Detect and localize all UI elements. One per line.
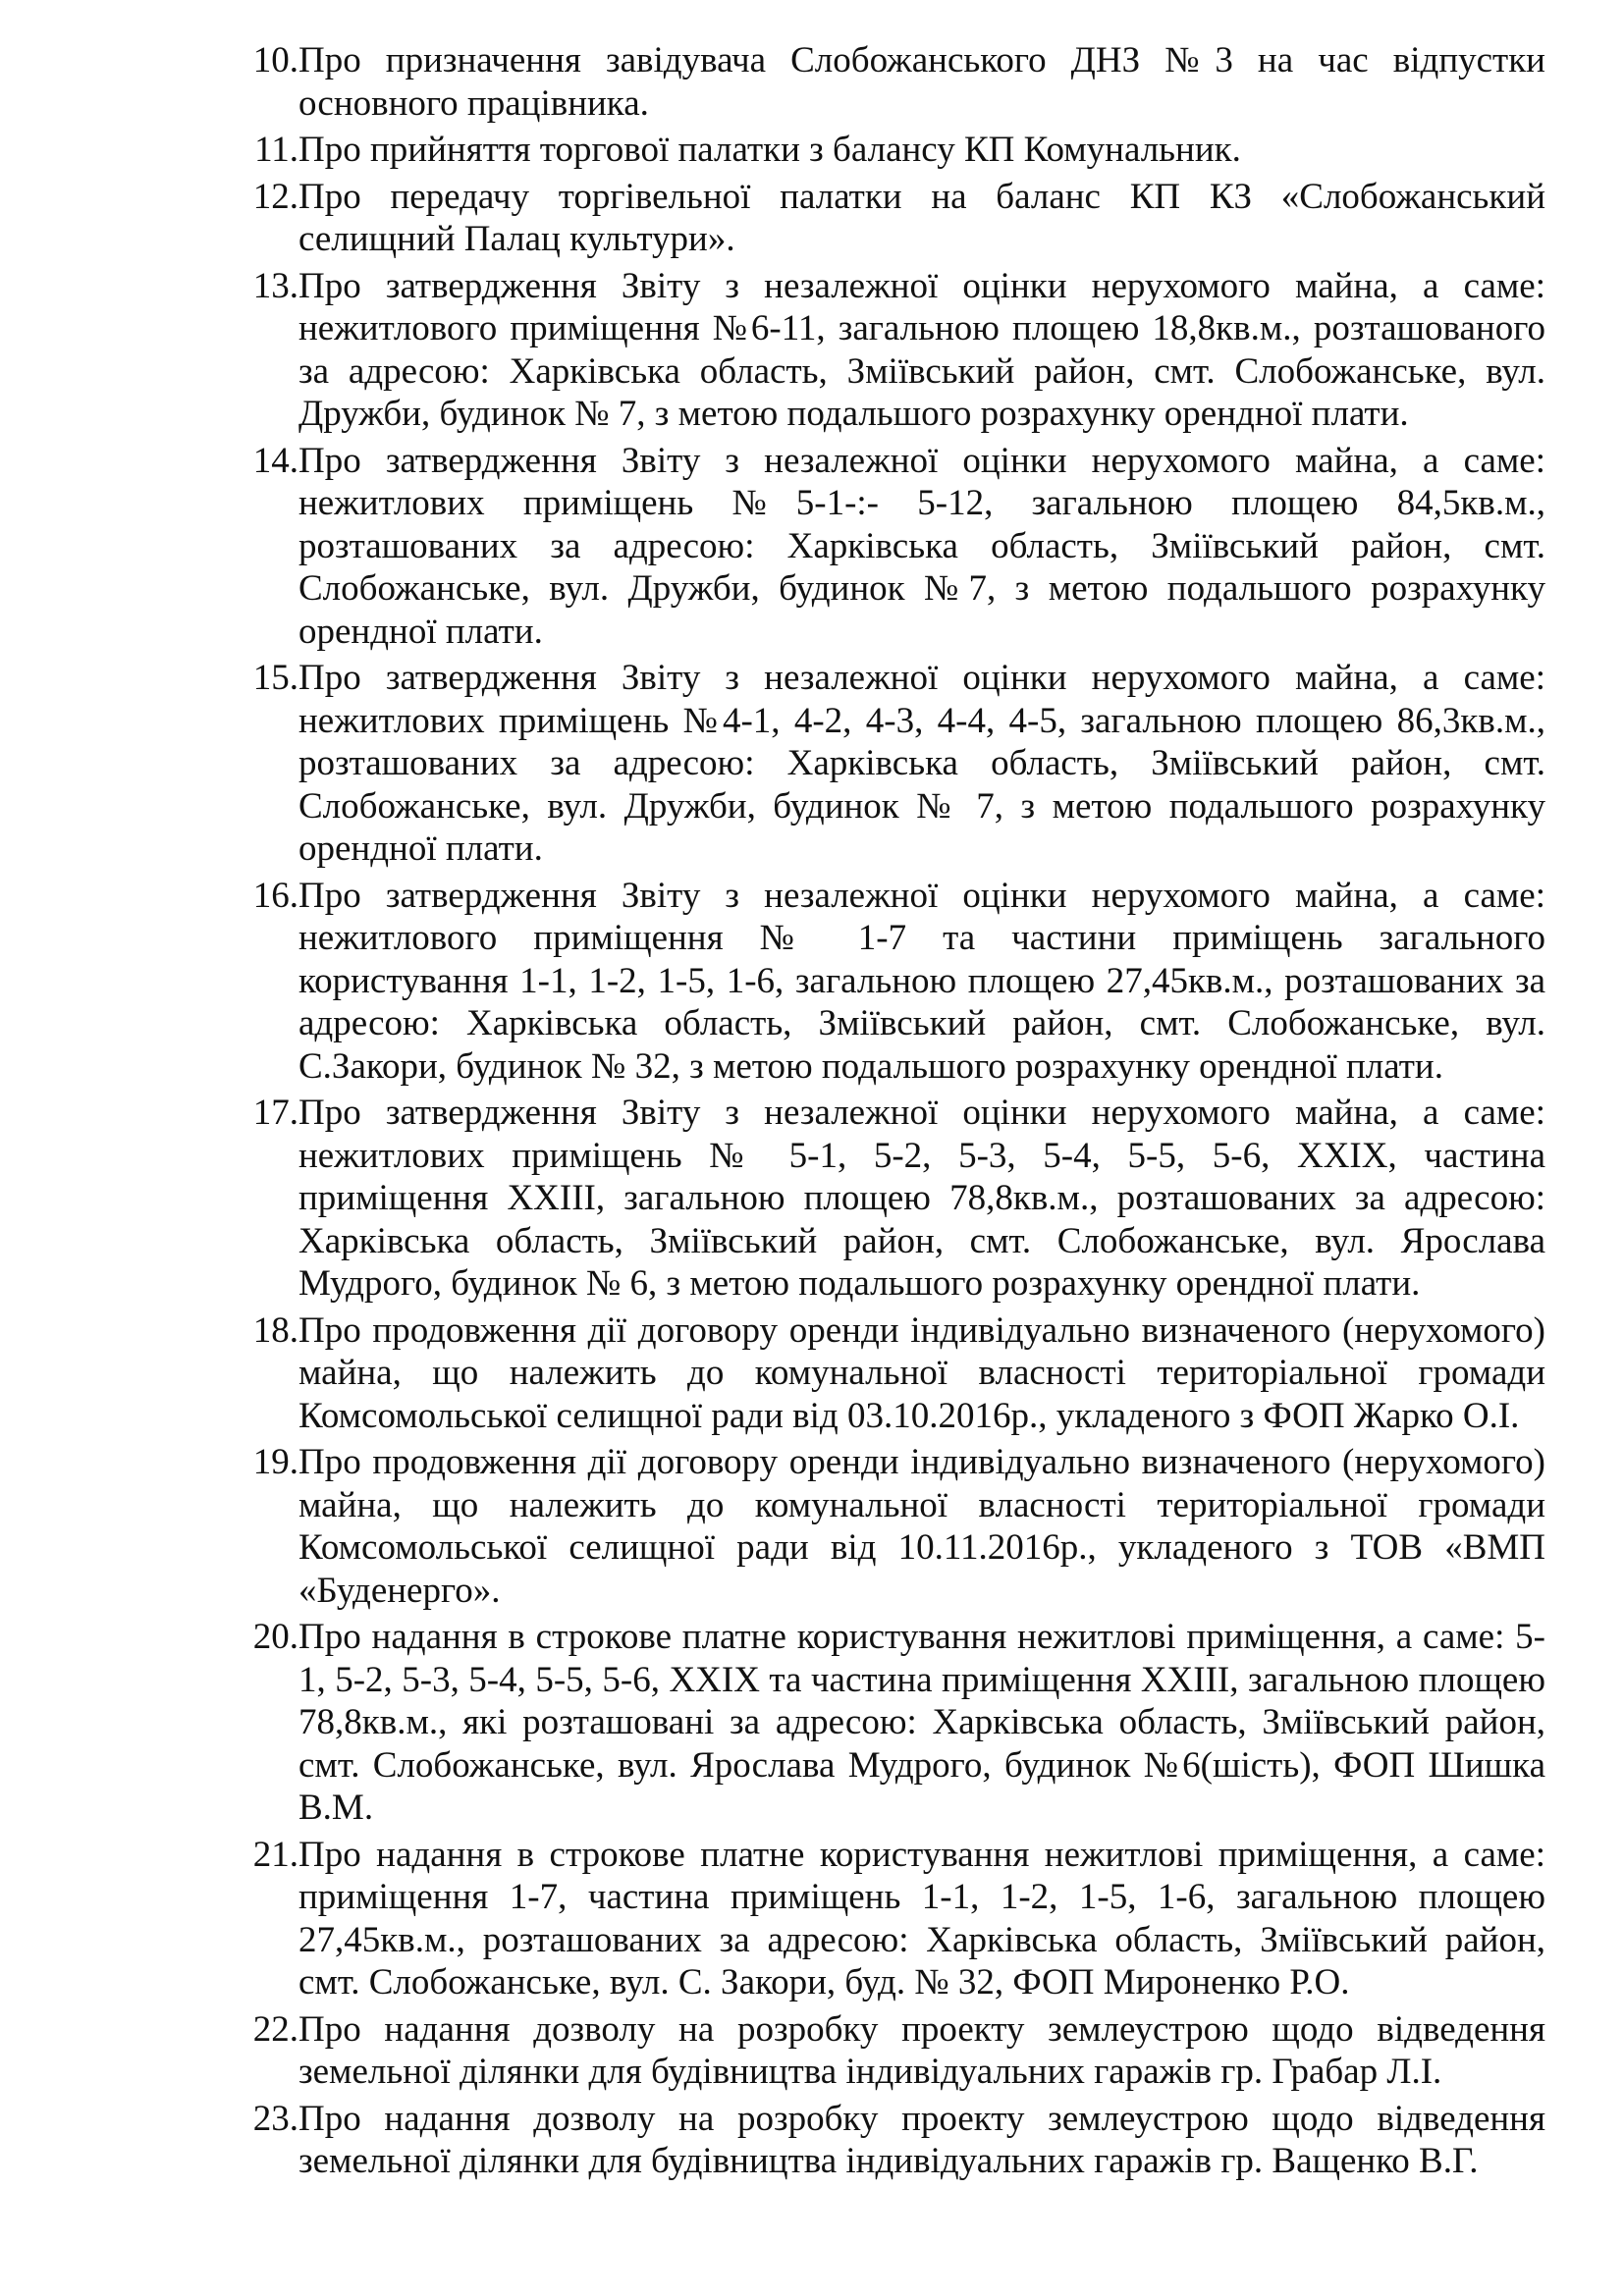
item-text: Про продовження дії договору оренди індивідуально визначеного (нерухомого) майна, що належить до комунальної власності територіальної громади Комсомольської селищної ради від 10.11.2016р., укладеного з ТОВ «ВМП «Буденерго». bbox=[298, 1442, 1545, 1611]
item-text: Про затвердження Звіту з незалежної оцінки нерухомого майна, а саме: нежитлових приміщень № 5-1, 5-2, 5-3, 5-4, 5-5, 5-6, XXIX, частина приміщення XXIII, загальною площею 78,8кв.м., розташованих за адресою: Харківська область, Зміївський район, смт. Слобожанське, вул. Ярослава Мудрого, будинок № 6, з метою подальшого розрахунку орендної плати. bbox=[298, 1093, 1545, 1304]
item-number: 23. bbox=[252, 2098, 298, 2139]
item-number: 10. bbox=[252, 40, 298, 80]
agenda-item bbox=[0, 176, 1545, 261]
item-text: Про продовження дії договору оренди індивідуально визначеного (нерухомого) майна, що належить до комунальної власності територіальної громади Комсомольської селищної ради від 03.10.2016р., укладеного з ФОП Жарко О.І. bbox=[298, 1309, 1545, 1436]
agenda-item bbox=[0, 2098, 1545, 2183]
item-number: 12. bbox=[252, 176, 298, 217]
item-text: Про затвердження Звіту з незалежної оцінки нерухомого майна, а саме: нежитлового приміщення №6-11, загальною площею 18,8кв.м., розташованого за адресою: Харківська область, Зміївський район, смт. Слобожанське, вул. Дружби, будинок № 7, з метою подальшого розрахунку орендної плати. bbox=[298, 265, 1545, 434]
item-text: Про надання в строкове платне користування нежитлові приміщення, а саме: приміщення 1-7, частина приміщень 1-1, 1-2, 1-5, 1-6, загальною площею 27,45кв.м., розташованих за адресою: Харківська область, Зміївський район, смт. Слобожанське, вул. С. Закори, буд. № 32, ФОП Мироненко Р.О. bbox=[298, 1834, 1545, 2002]
agenda-item bbox=[0, 875, 1545, 1089]
item-number: 13. bbox=[252, 265, 298, 306]
agenda-item bbox=[0, 1309, 1545, 1438]
item-text: Про затвердження Звіту з незалежної оцінки нерухомого майна, а саме: нежитлових приміщень №5-1-:- 5-12, загальною площею 84,5кв.м., розташованих за адресою: Харківська область, Зміївський район, смт. Слобожанське, вул. Дружби, будинок №7, з метою подальшого розрахунку орендної плати. bbox=[298, 440, 1545, 652]
item-text: Про затвердження Звіту з незалежної оцінки нерухомого майна, а саме: нежитлового приміщення № 1-7 та частини приміщень загального користування 1-1, 1-2, 1-5, 1-6, загальною площею 27,45кв.м., розташованих за адресою: Харківська область, Зміївський район, смт. Слобожанське, вул. С.Закори, будинок № 32, з метою подальшого розрахунку орендної плати. bbox=[298, 875, 1545, 1087]
item-number: 18. bbox=[252, 1309, 298, 1351]
agenda-item bbox=[0, 440, 1545, 654]
item-text: Про надання дозволу на розробку проекту землеустрою щодо відведення земельної ділянки для будівництва індивідуальних гаражів гр. Ващенко В.Г. bbox=[298, 2098, 1545, 2181]
agenda-list bbox=[0, 39, 1545, 2183]
item-number: 17. bbox=[252, 1093, 298, 1133]
item-text: Про призначення завідувача Слобожанського ДНЗ №3 на час відпустки основного працівника. bbox=[298, 40, 1545, 124]
item-text: Про затвердження Звіту з незалежної оцінки нерухомого майна, а саме: нежитлових приміщень №4-1, 4-2, 4-3, 4-4, 4-5, загальною площею 86,3кв.м., розташованих за адресою: Харківська область, Зміївський район, смт. Слобожанське, вул. Дружби, будинок № 7, з метою подальшого розрахунку орендної плати. bbox=[298, 658, 1545, 869]
agenda-item bbox=[0, 129, 1545, 172]
agenda-item bbox=[0, 1616, 1545, 1830]
item-text: Про передачу торгівельної палатки на баланс КП КЗ «Слобожанський селищний Палац культури». bbox=[298, 176, 1545, 259]
item-number: 21. bbox=[252, 1834, 298, 1875]
item-text: Про надання в строкове платне користування нежитлові приміщення, а саме: 5-1, 5-2, 5-3, 5-4, 5-5, 5-6, XXIX та частина приміщення XXIII, загальною площею 78,8кв.м., які розташовані за адресою: Харківська область, Зміївський район, смт. Слобожанське, вул. Ярослава Мудрого, будинок №6(шість), ФОП Шишка В.М. bbox=[298, 1617, 1545, 1828]
item-number: 19. bbox=[252, 1442, 298, 1482]
item-text: Про надання дозволу на розробку проекту землеустрою щодо відведення земельної ділянки для будівництва індивідуальних гаражів гр. Грабар Л.І. bbox=[298, 2008, 1545, 2092]
item-text: Про прийняття торгової палатки з балансу КП Комунальник. bbox=[298, 130, 1241, 170]
agenda-item bbox=[0, 1441, 1545, 1612]
agenda-item bbox=[0, 265, 1545, 436]
item-number: 11. bbox=[254, 130, 298, 170]
agenda-item bbox=[0, 39, 1545, 125]
agenda-item bbox=[0, 1834, 1545, 2004]
item-number: 20. bbox=[252, 1617, 298, 1657]
item-number: 15. bbox=[252, 658, 298, 698]
agenda-item bbox=[0, 1092, 1545, 1306]
item-number: 22. bbox=[252, 2008, 298, 2050]
item-number: 16. bbox=[252, 875, 298, 916]
item-number: 14. bbox=[252, 440, 298, 481]
agenda-item bbox=[0, 2008, 1545, 2094]
agenda-item bbox=[0, 657, 1545, 871]
